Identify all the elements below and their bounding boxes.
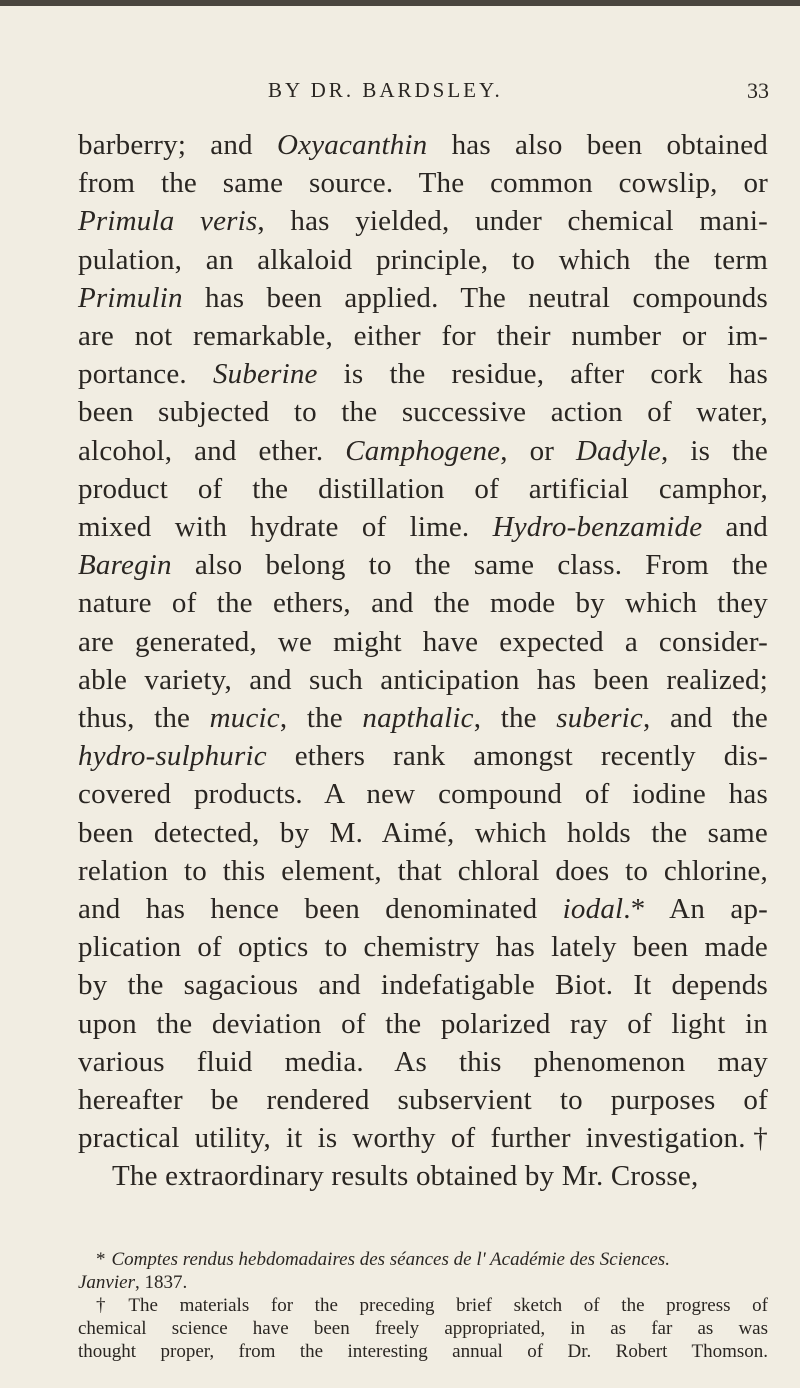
italic-term: Dadyle [576,434,661,467]
footnotes [78,1248,768,1363]
text-line: pulation, an alkaloid principle, to which the term [78,243,768,276]
text-line: by the sagacious and indefatigable Biot. It depends [78,969,768,1002]
paragraph [78,126,768,1196]
text-line: from the same source. The common cowslip, or [78,167,768,200]
text-line: hereafter be rendered subservient to purposes of [78,1084,768,1117]
footnote-citation: Comptes rendus hebdomadaires des séances de l' Académie des Sciences. [111,1249,670,1270]
text-line: Primula veris, has yielded, under chemical mani- [78,205,768,238]
text-line: barberry; and Oxyacanthin has also been obtained [78,129,768,161]
footnote-1 [78,1248,768,1271]
footnote-1-cont: Janvier, 1837. [78,1272,188,1293]
text-line: nature of the ethers, and the mode by which they [78,587,768,620]
text-line: covered products. A new compound of iodine has [78,778,768,811]
running-title: BY DR. BARDSLEY. [268,78,503,102]
text-line: various fluid media. As this phenomenon may [78,1045,768,1078]
footnote-2-cont: thought proper, from the interesting annual of Dr. Robert Thomson. [78,1341,768,1362]
text-line: product of the distillation of artificial camphor, [78,472,768,505]
body-text [78,126,768,1196]
italic-term: napthalic [362,702,474,735]
running-head [0,78,800,108]
text-line: The extraordinary results obtained by Mr. Crosse, [112,1160,699,1193]
text-line: are generated, we might have expected a consider- [78,625,768,658]
text-line: thus, the mucic, the napthalic, the suberic, and the [78,702,768,735]
text-line: Baregin also belong to the same class. From the [78,549,768,582]
text-line: able variety, and such anticipation has been realized; [78,663,768,696]
italic-term: Primulin [78,281,183,314]
text-line: practical utility, it is worthy of further investigation.† [78,1122,768,1155]
italic-term: Suberine [212,358,318,391]
text-line: upon the deviation of the polarized ray of light in [78,1007,768,1040]
italic-term: mucic [209,702,280,735]
footnote-2-cont: chemical science have been freely appropriated, in as far as was [78,1318,768,1339]
footnote-marker: * [96,1249,106,1270]
italic-term: Baregin [78,549,172,582]
italic-term: suberic [556,702,644,735]
text-line: been subjected to the successive action of water, [78,396,768,429]
text-line: been detected, by M. Aimé, which holds the same [78,816,768,849]
footnote-2: † The materials for the preceding brief sketch of the progress of [96,1295,769,1316]
italic-term: Hydro-benzamide [492,511,703,544]
text-line: relation to this element, that chloral does to chlorine, [78,854,768,887]
text-line: Primulin has been applied. The neutral compounds [78,281,768,314]
text-line: portance. Suberine is the residue, after cork has [78,358,768,391]
italic-term: Camphogene [345,434,501,467]
text-line: and has hence been denominated iodal.* An ap- [78,893,769,926]
italic-term: iodal [562,893,624,926]
text-line: plication of optics to chemistry has lately been made [78,931,768,964]
italic-term: Primula veris [78,205,258,238]
italic-term: Oxyacanthin [276,129,428,161]
footnote-marker: † [96,1295,123,1316]
text-line: mixed with hydrate of lime. Hydro-benzamide and [78,511,768,544]
italic-term: hydro-sulphuric [78,740,267,773]
text-line: alcohol, and ether. Camphogene, or Dadyle, is the [78,434,768,467]
text-line: hydro-sulphuric ethers rank amongst recently dis- [78,740,768,773]
page-number: 33 [747,78,769,103]
top-edge-bar [0,0,800,6]
text-line: are not remarkable, either for their number or im- [78,320,768,353]
